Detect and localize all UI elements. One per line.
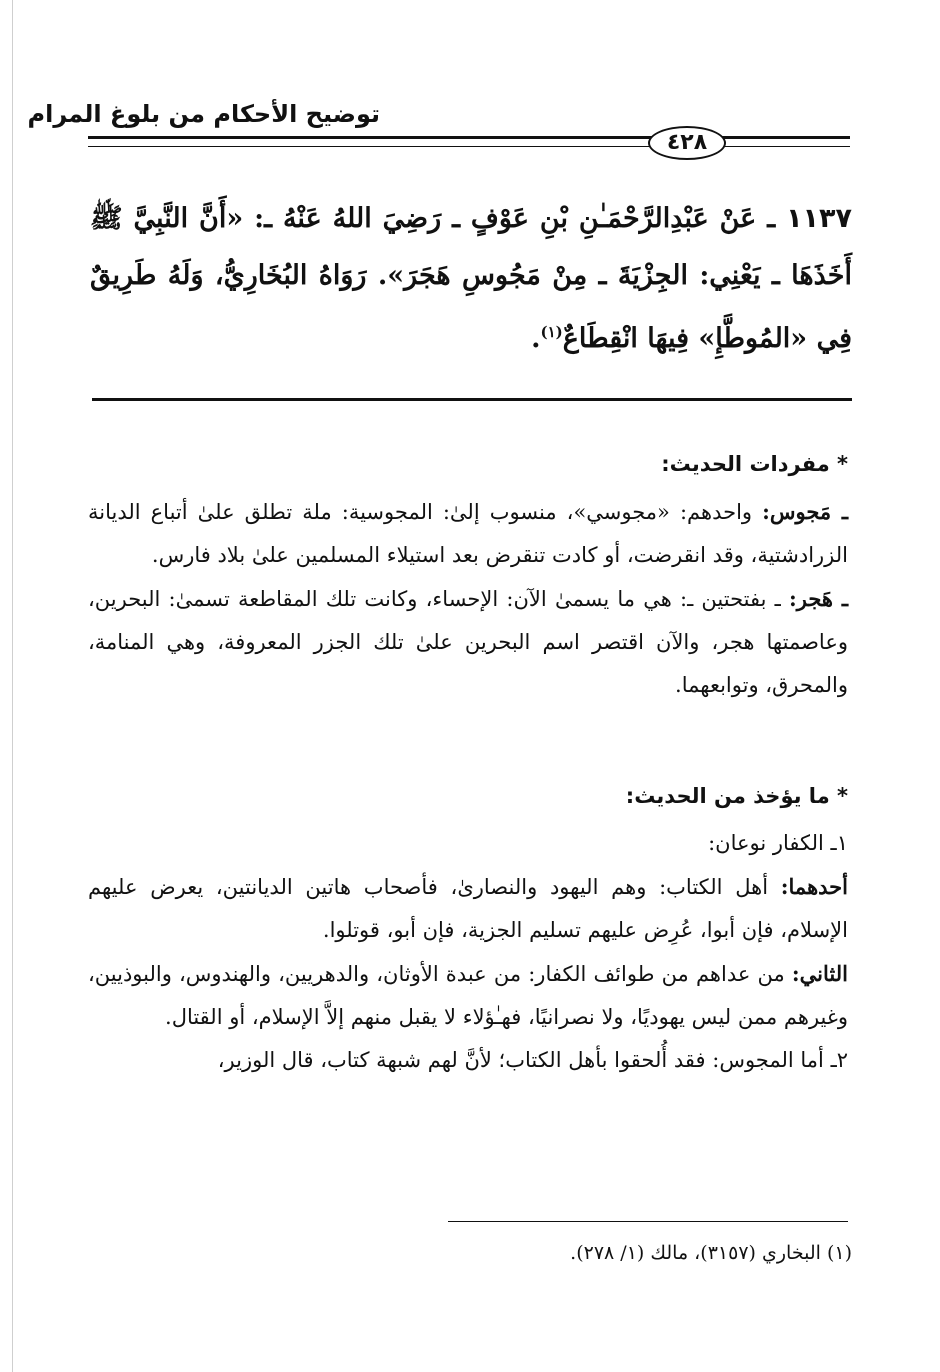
hadith-number: ١١٣٧ [786,203,852,234]
vocab-item [88,577,848,707]
vocab-term: ـ مَجوس: [762,499,848,524]
lesson-item [88,822,848,865]
vocab-item [88,490,848,577]
hadith-separator [92,398,852,401]
hadith-body: ـ عَنْ عَبْدِالرَّحْمَـٰنِ بْنِ عَوْفٍ ـ رَضِيَ اللهُ عَنْهُ ـ: «أَنَّ النَّبِيَّ ﷺ أَخَذَهَا ـ يَعْنِي: الجِزْيَةَ ـ مِنْ مَجُوسِ هَجَرَ». رَوَاهُ البُخَارِيُّ، وَلَهُ طَرِيقٌ فِي «المُوطَّإِ» فِيهَا انْقِطَاعٌ [90,203,852,354]
header-rule-top [88,136,850,139]
lesson-item [88,952,848,1039]
vocab-section [88,490,848,707]
lesson-term: الثاني: [791,961,848,986]
vocab-term: ـ هَجر: [789,586,848,611]
lesson-text: ١ـ الكفار نوعان: [708,831,848,855]
header-rule-bottom [88,146,850,147]
lessons-heading: * ما يؤخذ من الحديث: [625,784,848,808]
footnote: (١) البخاري (٣١٥٧)، مالك (١/ ٢٧٨). [570,1242,852,1264]
scan-edge-line [12,0,13,1372]
lesson-text: ٢ـ أما المجوس: فقد أُلحقوا بأهل الكتاب؛ لأنَّ لهم شبهة كتاب، قال الوزير، [217,1048,848,1072]
lesson-item [88,1039,848,1082]
vocab-heading: * مفردات الحديث: [661,452,848,476]
hadith-text [90,190,852,367]
footnote-separator [448,1221,848,1222]
hadith-end: . [531,323,541,354]
book-title: توضيح الأحكام من بلوغ المرام [27,100,380,128]
footnote-marker: (١) [540,323,563,341]
vocab-definition: واحدهم: «مجوسي»، منسوب إلىٰ: المجوسية: ملة تطلق علىٰ أتباع الديانة الزرادشتية، وقد انقرضت، أو كادت تنقرض بعد استيلاء المسلمين علىٰ بلاد فارس. [88,500,848,567]
lesson-text: أهل الكتاب: وهم اليهود والنصارىٰ، فأصحاب هاتين الديانتين، يعرض عليهم الإسلام، فإن أبوا، عُرِض عليهم تسليم الجزية، فإن أبو، قوتلوا. [88,875,848,942]
lessons-section [88,822,848,1082]
lesson-item [88,865,848,952]
vocab-definition: ـ بفتحتين ـ: هي ما يسمىٰ الآن: الإحساء، وكانت تلك المقاطعة تسمىٰ: البحرين، وعاصمتها هجر، والآن اقتصر اسم البحرين علىٰ تلك الجزر المعروفة، وهي المنامة، والمحرق، وتوابعهما. [88,587,848,697]
lesson-term: أحدهما: [780,874,848,899]
lesson-text: من عداهم من طوائف الكفار: من عبدة الأوثان، والدهريين، والهندوس، والبوذيين، وغيرهم ممن ليس يهوديًا، ولا نصرانيًا، فهـٰؤلاء لا يقبل منهم إلاَّ الإسلام، أو القتال. [88,962,848,1029]
page-number: ٤٢٨ [648,126,726,160]
